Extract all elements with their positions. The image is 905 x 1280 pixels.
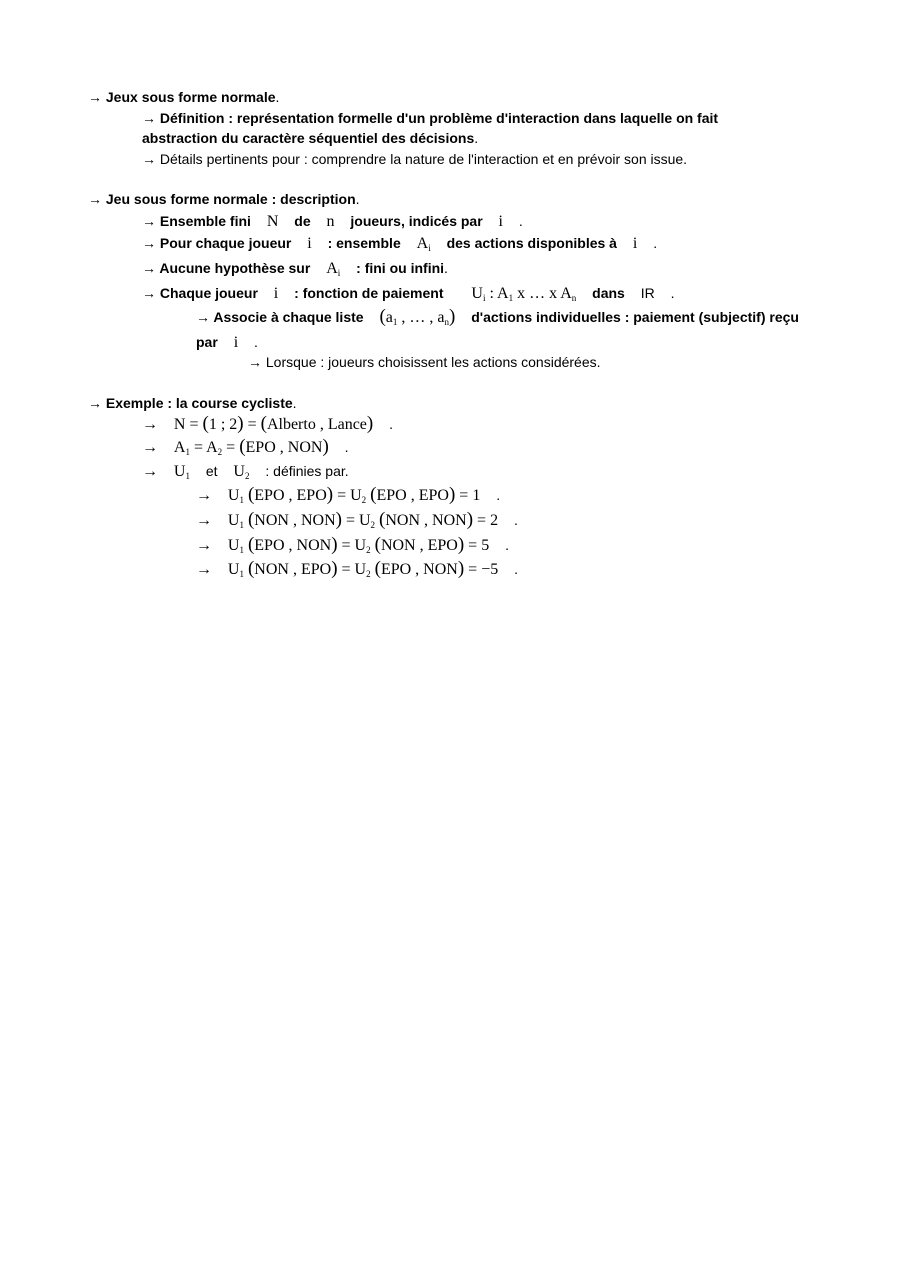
- arrow-icon: →: [196, 537, 212, 554]
- arrow-icon: →: [88, 395, 102, 411]
- lorsque-text: Lorsque : joueurs choisissent les actions considérées.: [265, 354, 601, 370]
- heading-text: Jeux sous forme normale: [105, 89, 276, 105]
- arrow-icon: →: [142, 213, 156, 229]
- payoff-function-formula: $U_i$ : $A_1$ x … x $A_n$: [471, 285, 577, 303]
- lorsque-line: [248, 352, 601, 372]
- arrow-icon: →: [248, 354, 262, 370]
- payoff-epo-non-line: → $U_1$ (EPO , $NON) = U_2$ (NON , EPO) = 5 .: [196, 534, 509, 555]
- aucune-hypothese-line: → Aucune hypothèse sur $A_i$ : fini ou infini.: [142, 260, 448, 278]
- arrow-icon: →: [142, 439, 158, 456]
- definition-line-2: abstraction du caractère séquentiel des décisions.: [142, 130, 479, 146]
- arrow-icon: →: [88, 89, 102, 105]
- arrow-icon: →: [142, 285, 156, 301]
- heading-text: Exemple : la course cycliste: [105, 395, 293, 411]
- players-formula: N = (1 ; 2) = (Alberto , Lance): [173, 413, 374, 434]
- fonction-paiement-line: → Chaque joueur i : fonction de paiement $U_i$ : $A_1$ x … x $A_n$ dans IR .: [142, 285, 675, 303]
- example-payoffs-line: → $U_1$ et $U_2$ : définies par.: [142, 463, 349, 481]
- heading-text: Jeu sous forme normale : description: [105, 191, 356, 207]
- payoff-formula-3: $U_1$ (EPO , $NON) = U_2$ (NON , EPO) = 5: [227, 534, 490, 555]
- payoff-non-epo-line: → $U_1$ (NON , $EPO) = U_2$ (EPO , NON) = −5 .: [196, 558, 519, 579]
- section-title-exemple: → Exemple : la course cycliste.: [88, 395, 297, 411]
- arrow-icon: →: [196, 561, 212, 578]
- ensemble-line: → Ensemble fini N de n joueurs, indicés par i .: [142, 213, 523, 230]
- par-line: par i .: [196, 334, 258, 351]
- actions-formula: $A_1 = A_2 = (EPO$ , NON): [173, 436, 329, 457]
- arrow-icon: →: [196, 487, 212, 504]
- arrow-icon: →: [142, 416, 158, 433]
- section-title-description: → Jeu sous forme normale : description.: [88, 191, 360, 207]
- definition-text-1: Définition : représentation formelle d'un problème d'interaction dans laquelle on fait: [159, 110, 719, 126]
- definition-line-1: [142, 108, 718, 128]
- arrow-icon: →: [142, 235, 156, 251]
- payoff-formula-2: $U_1$ (NON , $NON) = U_2$ (NON , NON) = 2: [227, 509, 499, 530]
- action-list-formula: ($a_1$ , … , $a_n$): [379, 306, 456, 327]
- arrow-icon: →: [88, 191, 102, 207]
- details-text: Détails pertinents pour : comprendre la nature de l'interaction et en prévoir son issue.: [159, 151, 688, 167]
- pour-chaque-line: → Pour chaque joueur i : ensemble $A_i$ des actions disponibles à i .: [142, 235, 658, 253]
- arrow-icon: →: [142, 151, 156, 167]
- details-line: [142, 149, 687, 169]
- example-actions-line: → $A_1 = A_2 = (EPO$ , NON) .: [142, 436, 349, 457]
- arrow-icon: →: [142, 463, 158, 480]
- payoff-non-non-line: → $U_1$ (NON , $NON) = U_2$ (NON , NON) = 2 .: [196, 509, 518, 530]
- arrow-icon: →: [142, 110, 156, 126]
- payoff-formula-4: $U_1$ (NON , $EPO) = U_2$ (EPO , NON) = −5: [227, 558, 499, 579]
- arrow-icon: →: [196, 309, 210, 325]
- arrow-icon: →: [196, 512, 212, 529]
- payoff-epo-epo-line: → $U_1$ (EPO , $EPO) = U_2$ (EPO , EPO) = 1 .: [196, 484, 501, 505]
- definition-text-2: abstraction du caractère séquentiel des décisions: [142, 130, 475, 146]
- arrow-icon: →: [142, 260, 156, 276]
- payoff-formula-1: $U_1$ (EPO , $EPO) = U_2$ (EPO , EPO) = 1: [227, 484, 481, 505]
- section-title-jeux: → Jeux sous forme normale.: [88, 89, 280, 105]
- associe-line: → Associe à chaque liste ($a_1$ , … , $a_n$) d'actions individuelles : paiement (subjectif) reçu: [196, 306, 799, 327]
- example-players-line: → N = (1 ; 2) = (Alberto , Lance) .: [142, 413, 394, 434]
